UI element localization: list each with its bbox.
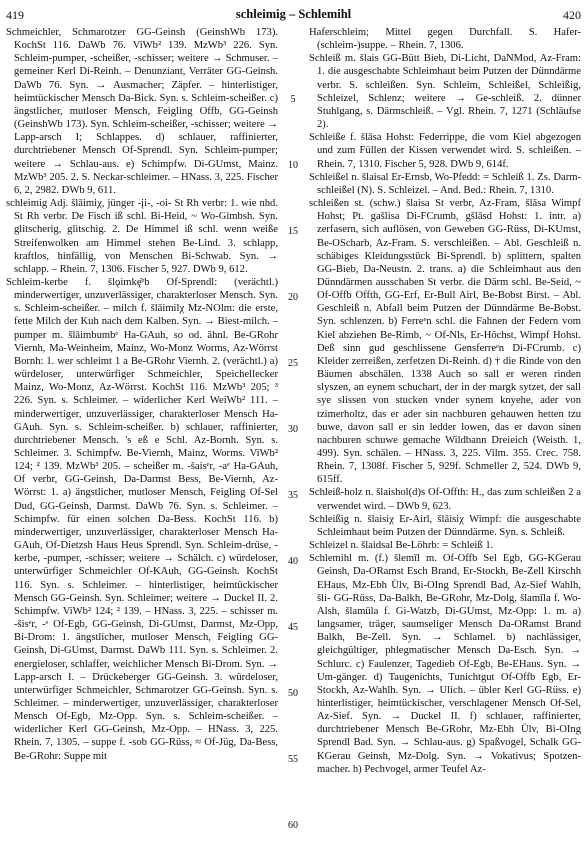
page-number-left: 419 [6,8,24,22]
entry-paragraph: Schleim-kerbe f. šlǫimkę̄ᵉb Of-Sprendl: (verächtl.) minderwertiger, unzuverlässiger, charakterloser Mensch. Syn. s. Schleim-scheißer. – milch f. šlāimilχ Mz-NOlm: die erste, fette Milch der Kuh nach dem Kalben. Syn. → Biest-milch. – pumper m. šlāimbumbᵉ Ha-GAuh, so od. ähnl. Be-GRohr Viernh, Ma-Weinheim, Mainz, Wo-Monz Worms, Az-Wörrst Bornh: 1. wer schleimt 1 a Be-GRohr Viernh. 2. (verächtl.) a) würdeloser, unterwürfiger Schmeichler, Speichellecker Mainz, Wo-Monz, Az-Wörrst. KochSt 116. MzWb³ 205; ³ 226. Syn. s. Schleimer. – widerlicher Kerl WeiWb² 111. – minderwertiger, unzuverlässiger, charakterloser Mensch Ha-GAuh. Syn. s. Schleim-scheißer. b) schlauer, raffinierter, durchtriebener Mensch. 's eß e Schl. Az-Bornh. Syn. s. Schleimer. 3. Schimpfw. Be-Viernh, Mainz, Worms. ViWb² 124; ² 139. MzWb³ 205. – scheißer m. -šaisᵉr, -aᵉ Ha-GAuh, Of verbr, GG-Geinsh, Da-Darmst Bess, Be-Viernh, Az-Wörrst: 1. a) ängstlicher, mutloser Mensch, Feigling Of-Sel Dud, GG-Geinsh, Darmst. DaWb 76. Syn. s. Schleimer. – Schimpfw. für einen solchen Da-Bess. KochSt 116. b) minderwertiger, unzuverlässiger, charakterloser Mensch Ha-GAuh, Of-Dietzsh Haus Heus Sprendl. Syn. Schleim-drüse, -kerbe, -pumper, -schisser; weitere → Schälch. c) würdeloser, unterwürfiger Schmeichler Of-KAuh, GG-Geinsh. KochSt 116. Syn. s. Schleimer. – hinterlistiger, heimtückischer Mensch GG-Geinsh. Syn. Schleimer; weitere → Duckel II. 2. Schimpfw. ViWb² 124; ² 139. – HNass. 3, 225. – schisser m. -šisᵉr, -ᵉ Of-Egb, GG-Geinsh, Di-GUmst, Darmst, Mz-Opp, Bi-Drom: 1. ängstlicher, mutloser Mensch, Feigling GG-Geinsh, Di-GUmst, Darmst. DaWb 111. Syn. s. Schleimer. 2. energieloser, schlaffer, weichlicher Mensch Bi-Drom. Syn. → Lapp-arsch I. – Drückeberger GG-Geinsh. 3. würdeloser, unterwürfiger Schmeichler, Schmarotzer GG-Geinsh. Syn. s. Schleimer. – minderwertiger, unzuverlässiger, charakterloser Mensch Of-Egb, Mz-Opp. Syn. s. Schleim-scheißer. – widerlicher Kerl GG-Geinsh, Mz-Opp. – HNass. 3, 225. Rhein. 7, 1305. – suppe f. -sob GG-Rüss, ≈ Of-Jüg, Da-Bess, Be-GRohr: Suppe mit [6,276,278,762]
line-number-gutter [282,26,304,848]
line-number: 35 [288,490,298,501]
page-header [0,6,587,26]
line-number: 5 [290,94,296,105]
entry-paragraph: Schleißig n. šlaisiχ Er-Airl, šlāisiχ Wimpf: die ausgeschabte Schleimhaut beim Putzen der Dünndärme. Syn. s. Schleiß. [309,513,581,538]
line-number: 60 [288,820,298,831]
line-number: 50 [288,688,298,699]
entry-paragraph: Schleißel n. šlaisal Er-Ernsb, Wo-Pfedd: = Schleiß 1. Zs. Darm-schleißel (N). S. Schleizel. – And. Bed.: Rhein. 7, 1310. [309,171,581,196]
entry-paragraph: schleißen st. (schw.) šlaisa St verbr, Az-Fram, šlāsa Wimpf Hohst; Pt. gašlisa Di-FCrumb, gšlāsd Hohst: 1. intr. a) zerfasern, sich auflösen, von Geweben GG-Rüss, Di-KUmst, Be-OScharb, Az-Fram. S. verschleißen. – Abl. Geschleiß n. schäbiges Kleidungsstück Bi-Sprendl. b) splittern, spalten GG-Bieb, Da-Neustn. 2. trans. a) die Schleimhaut aus den Dünndärmen ausschaben St verbr. die Därm schl. Be-Seid, ~ Of-Offb Offth, GG-Erf, Er-Bull Airl, Be-Bobst Birst. – Abl. Geschleiß n. Abfall beim Putzen der Dünndärme Be-Bobst. Syn. schlenzen. b) Ferreᵉn schl. die Fahnen der Federn vom Kiel abziehen Be-Rimb, ~ Of-Nls, Er-Höchst, Wimpf Hohst. Deß sinn gud geschlissene Gensferreᵉn Di-FCrumb. c) Kleider zerreißen, zerfetzen Di-Reinh. d) † die Rinde von den Bäumen abschälen. 1338 Auch so sall er weren rinden slyszen, an eynem schuchart, der in der margk sytzet, der sall sye slissen von stucken vnder synem knyehe, ader von tzimerholtz, das er ader sin nachburen gehauwen hetten tzu buwe, davon sall er sin ledder lowen, das er davon sinen nachburen schuwe gemache Wildbann Dreieich (Weisth. 1, 499). Syn. schälen. – HNass. 3, 225. Vilm. 355. Crec. 758. Rhein. 7, 1308f. Fischer 5, 929f. Schmeller 2, 524. DWb 9, 615ff. [309,198,581,486]
entry-paragraph: Schleiß m. šlais GG-Bütt Bieb, Di-Licht, DaNMod, Az-Fram: 1. die ausgeschabte Schleimhaut beim Putzen der Dünndärme verbr. S. schleißen. Syn. Schleim, Schleißel, Schleißig, Schleizel, Schlenz; weitere → Ge-schleiß. 2. dünner Stuhlgang, s. Därmschleiß. – Vgl. Rhein. 7, 1271 (Schläufse 2). [309,53,581,131]
page-number-right: 420 [563,8,581,22]
line-number: 20 [288,292,298,303]
entry-paragraph: schleimig Adj. šlāimiχ, jünger -įi-, -oi- St Rh verbr: 1. wie nhd. St Rh verbr. De Fisch iß schl. Bi-Heid, ~ Wo-Gimbsh. Syn. glitscherig, glitschig. 2. De Himmel iß schl. wenn weiße Streifenwolken am Himmel stehen Be-Lind. 3. schlapp, kraftlos, hinfällig, von Menschen Bi-Schwab. Syn. → schlapp. – Rhein. 7, 1306. Fischer 5, 927. DWb 9, 612. [6,198,278,275]
entry-paragraph: Schlemihl m. (f.) šlemīl m. Of-Offb Sel Egb, GG-KGerau Geinsh, Da-ORamst Esch Brand, Er-Stockh, Be-Zell Kirschh EHaus, Mz-Ebh Ülv, Bi-OIng Sprendl Bad, Az-Sief Wahlh, šli- GG-Rüss, Da-Balkh, Be-GRohr, Mz-Dolg, šlamīla f. Wo-Alsh, šlamūla f. Gi-Watzb, Di-GUmst, Mz-Opp: 1. m. a) langsamer, träger, saumseliger Mensch Da-ORamst Brand Balkh, Be-Zell. Syn. → Schlamel. b) nachlässiger, gleichgültiger, phlegmatischer Mensch Da-Esch. Syn. → Schlurc. c) Faulenzer, Tagedieb Of-Egb, Be-EHaus. Syn. → Um-gänger. d) Taugenichts, Tunichtgut Of-Offb Egb, Er-Stockh, Az-Wahlh. Syn. → Ulich. – übler Kerl GG-Rüss. e) hinterlistiger, heimtückischer, verschlagener Mensch Of-Sel, Az-Sief. Syn. → Duckel II. f) schlauer, raffinierter, durchtriebener Mensch Be-GRohr, Mz-Ebh Ülv, Bi-OIng Sprendl Bad. Syn. → Schlau-aus. g) Spaßvogel, Schalk GG-KGerau Geinsh, Mz-Dolg. Syn. → Vokativus; Spotzen-macher. h) Pechvogel, armer Teufel Az- [309,553,581,775]
line-number: 30 [288,424,298,435]
line-number: 45 [288,622,298,633]
entry-paragraph: Schleiß-holz n. šlaishol(d)s Of-Offth: H., das zum schleißen 2 a verwendet wird. – DWb 9, 623. [309,487,581,512]
line-number: 25 [288,358,298,369]
entry-paragraph: Schmeichler, Schmarotzer GG-Geinsh (GeinshWb 173). KochSt 116. DaWb 76. ViWb² 139. MzWb³ 226. Syn. Schleim-pumper, -scheißer, -schisser; weitere → Schmuser. – gemeiner Kerl Di-Reinh. – Denunziant, Verräter GG-Geinsh. DaWb 76. Syn. → Ausmacher; Zäpfer. – hinterlistiger, heimtückischer Mensch Da-Bick. Syn. s. Schleim-scheißer. c) ängstlicher, mutloser Mensch, Feigling Offb, GG-Geinsh (GeinshWb 173). Syn. Schleim-scheißer, -schisser; weitere → Lapp-arsch I; Schlappes. d) schlauer, raffinierter, durchtriebener Mensch Of-Sprendl. Syn. Schleim-pumper; weitere → Schlau-aus. e) Schimpfw. Di-GUmst, Mainz. MzWb³ 205. 2. S. Neckar-schleimer. – HNass. 3, 225. Fischer 6, 2, 2982. DWb 9, 611. [6,27,278,196]
right-column [309,26,581,848]
left-column [6,26,278,848]
entry-paragraph: Schleiße f. šlāsa Hohst: Federrippe, die vom Kiel abgezogen und zum Füllen der Kissen verwendet wird. S. schleißen. – Rhein. 7, 1310. Fischer 5, 928. DWb 9, 614f. [309,132,581,170]
entry-paragraph: Schleizel n. šlaidsal Be-Löhrb: = Schleiß 1. [309,540,494,552]
entry-paragraph: Haferschleim; Mittel gegen Durchfall. S. Hafer-(schleim-)suppe. – Rhein. 7, 1306. [309,27,581,52]
running-head: schleimig – Schlemihl [235,7,352,21]
line-number: 55 [288,754,298,765]
line-number: 40 [288,556,298,567]
line-number: 15 [288,226,298,237]
line-number: 10 [288,160,298,171]
